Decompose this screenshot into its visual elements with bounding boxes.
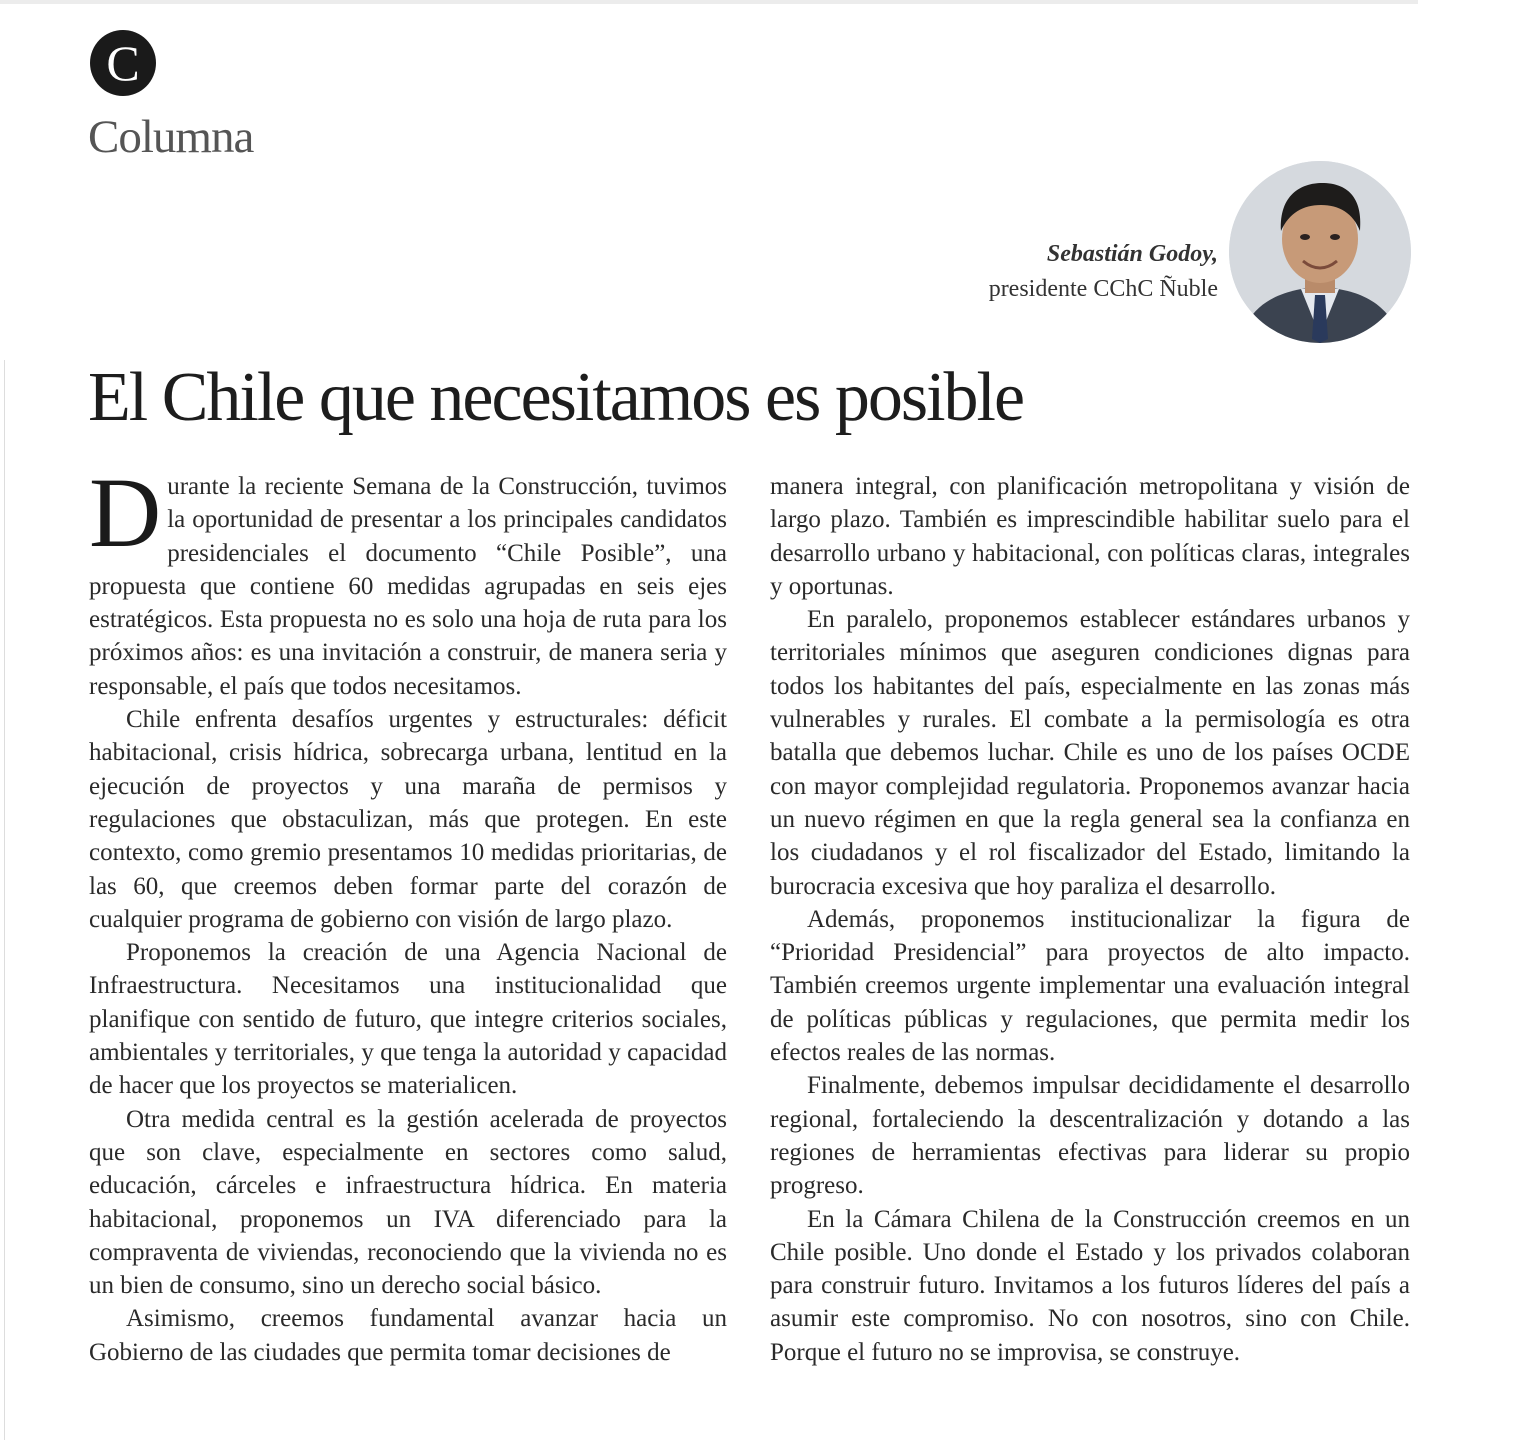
author-byline: [989, 237, 1218, 307]
section-logo: C: [90, 30, 156, 96]
article-paragraph: [89, 457, 727, 703]
article-paragraph: Asimismo, creemos fundamental avanzar hacia un Gobierno de las ciudades que permita tomar decisiones de: [89, 1305, 727, 1366]
article-paragraph: manera integral, con planificación metropolitana y visión de largo plazo. También es imprescindible habilitar suelo para el desarrollo urbano y habitacional, con políticas claras, integrales y oportunas.: [770, 473, 1410, 600]
article-column-2: [770, 470, 1410, 1369]
drop-cap: D: [89, 457, 162, 568]
left-margin-rule: [4, 360, 5, 1440]
article-column-1: [89, 457, 727, 1369]
paragraph-text: urante la reciente Semana de la Construcción, tuvimos la oportunidad de presentar a los principales candidatos presidenciales el documento “Chile Posible”, una propuesta que contiene 60 medidas agrupadas en seis ejes estratégicos. Esta propuesta no es solo una hoja de ruta para los próximos años: es una invitación a construir, de manera seria y responsable, el país que todos necesitamos.: [89, 473, 727, 700]
article-paragraph: En la Cámara Chilena de la Construcción creemos en un Chile posible. Uno donde el Estado y los privados colaboran para construir futuro. Invitamos a los futuros líderes del país a asumir este compromiso. No con nosotros, sino con Chile. Porque el futuro no se improvisa, se construye.: [770, 1205, 1410, 1366]
article-paragraph: Otra medida central es la gestión acelerada de proyectos que son clave, especialmente en sectores como salud, educación, cárceles e infraestructura hídrica. En materia habitacional, proponemos un IVA diferenciado para la compraventa de viviendas, reconociendo que la vivienda no es un bien de consumo, sino un derecho social básico.: [89, 1105, 727, 1300]
section-label: Columna: [88, 111, 254, 163]
author-role: presidente CChC Ñuble: [988, 276, 1218, 302]
top-rule: [0, 0, 1418, 4]
article-paragraph: Finalmente, debemos impulsar decididamente el desarrollo regional, fortaleciendo la descentralización y dotando a las regiones de herramientas efectivas para liderar su propio progreso.: [770, 1072, 1410, 1200]
article-paragraph: Proponemos la creación de una Agencia Nacional de Infraestructura. Necesitamos una institucionalidad que planifique con sentido de futuro, que integre criterios sociales, ambientales y territoriales, y que tenga la autoridad y capacidad de hacer que los proyectos se materialicen.: [89, 939, 727, 1100]
article-paragraph: En paralelo, proponemos establecer estándares urbanos y territoriales mínimos que aseguren condiciones dignas para todos los habitantes del país, especialmente en las zonas más vulnerables y rurales. El combate a la permisología es otra batalla que debemos luchar. Chile es uno de los países OCDE con mayor complejidad regulatoria. Proponemos avanzar hacia un nuevo régimen en que la regla general sea la confianza en los ciudadanos y el rol fiscalizador del Estado, limitando la burocracia excesiva que hoy paraliza el desarrollo.: [770, 606, 1410, 900]
article-paragraph: Chile enfrenta desafíos urgentes y estructurales: déficit habitacional, crisis hídrica, sobrecarga urbana, lentitud en la ejecución de proyectos y una maraña de permisos y regulaciones que obstaculizan, más que protegen. En este contexto, como gremio presentamos 10 medidas prioritarias, de las 60, que creemos deben formar parte del corazón de cualquier programa de gobierno con visión de largo plazo.: [89, 706, 727, 933]
author-photo: [1229, 161, 1411, 343]
author-name: Sebastián Godoy,: [1046, 241, 1218, 267]
headline: El Chile que necesitamos es posible: [88, 359, 1024, 436]
article-paragraph: Además, proponemos institucionalizar la figura de “Prioridad Presidencial” para proyectos de alto impacto. También creemos urgente implementar una evaluación integral de políticas públicas y regulaciones, que permita medir los efectos reales de las normas.: [770, 905, 1410, 1067]
author-portrait-icon: [1229, 161, 1411, 343]
